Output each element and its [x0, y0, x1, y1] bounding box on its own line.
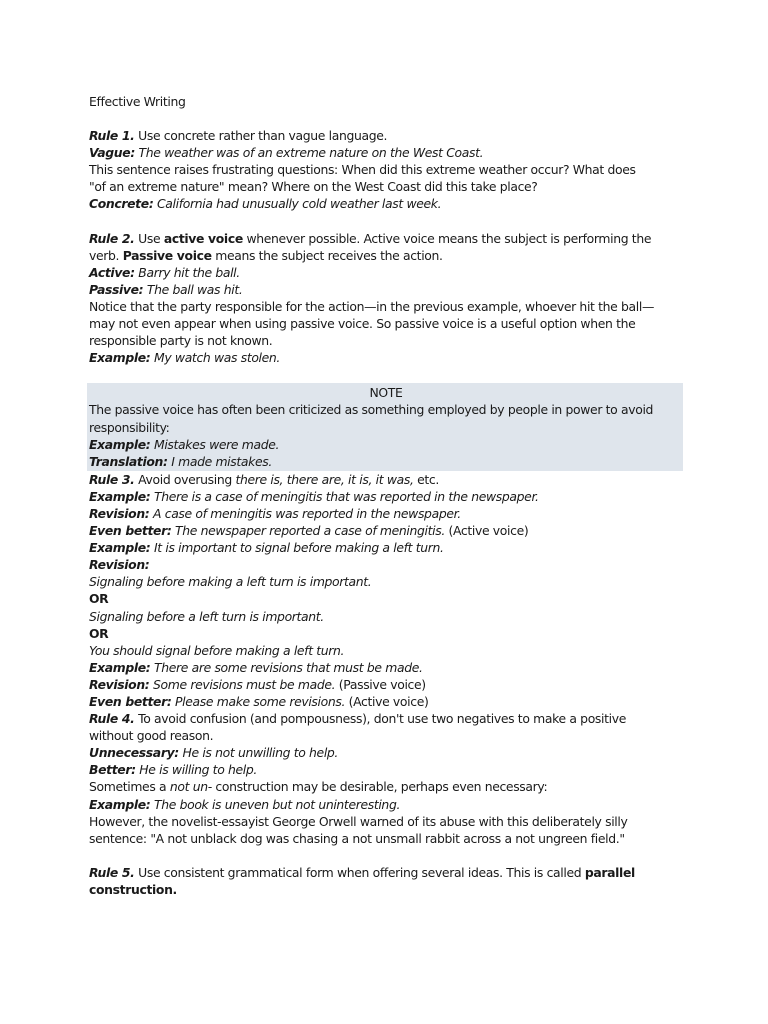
rule-3-label: Rule 3.: [89, 471, 135, 487]
even-better-text: Please make some revisions.: [171, 694, 346, 709]
parallel-term: parallel: [584, 864, 635, 880]
rule-1-para-line-1: This sentence raises frustrating questions: When did this extreme weather occur? What does: [89, 162, 636, 178]
note-line-1: The passive voice has often been criticized as something employed by people in power to avoid: [89, 402, 654, 418]
vague-line: [89, 144, 681, 161]
example-label: Example:: [89, 488, 151, 504]
rule-1-label: Rule 1.: [89, 128, 135, 144]
better-text: He is willing to help.: [135, 762, 257, 778]
note-example-text: Mistakes were made.: [150, 436, 280, 452]
or-text: OR: [89, 625, 109, 641]
not-un-term: not un-: [169, 779, 212, 795]
document-title: Effective Writing: [89, 94, 186, 109]
rule-2-para-line-1: Notice that the party responsible for the action—in the previous example, whoever hit the ball—: [89, 298, 654, 314]
rule-2-text-3: verb.: [89, 247, 123, 263]
rule-5-text: Use consistent grammatical form when offering several ideas. This is called: [134, 864, 585, 880]
even-better-text: The newspaper reported a case of meningitis.: [171, 523, 445, 539]
active-label: Active:: [89, 264, 135, 280]
spacer: [89, 110, 681, 127]
rule-2-text-1: Use: [134, 230, 164, 246]
revision-text: Some revisions must be made.: [149, 676, 336, 692]
note-translation-label: Translation:: [89, 453, 168, 469]
rule-2-text-2: whenever possible. Active voice means the subject is performing the: [242, 230, 652, 246]
rule-3-even-better-1: [89, 522, 681, 539]
spacer: [89, 847, 681, 864]
note-translation-text: I made mistakes.: [167, 453, 272, 469]
example-text: It is important to signal before making a left turn.: [150, 540, 444, 556]
sometimes-text-2: construction may be desirable, perhaps even necessary:: [211, 779, 548, 795]
document-page: [89, 93, 681, 898]
vague-text: The weather was of an extreme nature on the West Coast.: [134, 145, 484, 161]
rule-4-text-1: To avoid confusion (and pompousness), don't use two negatives to make a positive: [134, 711, 626, 727]
example-text: There is a case of meningitis that was reported in the newspaper.: [150, 488, 539, 504]
rule-3-revision-3: [89, 676, 681, 693]
active-line: [89, 264, 681, 281]
rule-3-line: [89, 471, 681, 488]
rule-5-line-2: [89, 881, 681, 898]
rule-2-text-4: means the subject receives the action.: [211, 247, 443, 263]
passive-text: The ball was hit.: [143, 281, 243, 297]
revision-option-1: [89, 573, 681, 590]
rule-3-example-2: [89, 539, 681, 556]
spacer: [89, 213, 681, 230]
rule-2-line-1: [89, 230, 681, 247]
voice-note: (Active voice): [345, 694, 429, 709]
rule-4-line-2: without good reason.: [89, 728, 214, 744]
rule-1-para-line-2: "of an extreme nature" mean? Where on the West Coast did this take place?: [89, 179, 538, 195]
note-example-line: [89, 436, 683, 453]
active-voice-term: active voice: [163, 230, 243, 246]
example-text: The book is uneven but not uninteresting.: [150, 796, 401, 812]
revision-option-text: Signaling before a left turn is important.: [89, 608, 324, 624]
unnecessary-label: Unnecessary:: [89, 745, 179, 761]
active-text: Barry hit the ball.: [134, 264, 240, 280]
rule-4-label: Rule 4.: [89, 711, 135, 727]
orwell-line-1: However, the novelist-essayist George Orwell warned of its abuse with this deliberately silly: [89, 813, 628, 829]
rule-3-even-better-3: [89, 693, 681, 710]
rule-2-line-2: [89, 247, 681, 264]
spacer: [89, 366, 681, 383]
revision-label: Revision:: [89, 505, 150, 521]
revision-text: A case of meningitis was reported in the newspaper.: [149, 505, 461, 521]
better-line: [89, 761, 681, 778]
rule-3-example-3: [89, 659, 681, 676]
example-label: Example:: [89, 659, 151, 675]
revision-label: Revision:: [89, 557, 150, 573]
concrete-label: Concrete:: [89, 196, 154, 212]
passive-line: [89, 281, 681, 298]
rule-3-text-2: there is, there are, it is, it was,: [235, 471, 414, 487]
rule-2-para-line-3: responsible party is not known.: [89, 333, 273, 349]
or-separator-1: [89, 590, 681, 607]
passive-voice-term: Passive voice: [122, 247, 212, 263]
rule-3-revision-2: [89, 556, 681, 573]
sometimes-line: [89, 778, 681, 795]
rule-3-text-3: etc.: [413, 471, 439, 487]
voice-note: (Active voice): [444, 523, 529, 539]
rule-3-example-1: [89, 488, 681, 505]
note-heading: NOTE: [369, 385, 403, 401]
revision-option-text: Signaling before making a left turn is important.: [89, 574, 372, 590]
example-label: Example:: [89, 796, 151, 812]
vague-label: Vague:: [89, 145, 135, 161]
rule-1-line: [89, 127, 681, 144]
revision-option-2: [89, 608, 681, 625]
rule-2-example-line: [89, 349, 681, 366]
orwell-line-2: sentence: "A not unblack dog was chasing a not unsmall rabbit across a not ungreen field.": [89, 830, 625, 846]
even-better-label: Even better:: [89, 694, 172, 709]
voice-note: (Passive voice): [335, 676, 426, 692]
rule-2-para-line-2: may not even appear when using passive voice. So passive voice is a useful option when the: [89, 316, 636, 332]
rule-4-line-1: [89, 710, 681, 727]
concrete-text: California had unusually cold weather last week.: [153, 196, 442, 212]
rule-4-example-line: [89, 796, 681, 813]
construction-term: construction.: [89, 881, 177, 897]
example-label: Example:: [89, 350, 151, 366]
note-box: [87, 383, 683, 470]
rule-5-line-1: [89, 864, 681, 881]
example-text: There are some revisions that must be made.: [150, 659, 423, 675]
or-separator-2: [89, 625, 681, 642]
note-example-label: Example:: [89, 436, 151, 452]
better-label: Better:: [89, 762, 136, 778]
sometimes-text-1: Sometimes a: [89, 779, 170, 795]
or-text: OR: [89, 591, 109, 607]
rule-3-text-1: Avoid overusing: [134, 471, 236, 487]
even-better-label: Even better:: [89, 523, 172, 539]
rule-5-label: Rule 5.: [89, 864, 135, 880]
passive-label: Passive:: [89, 281, 144, 297]
rule-3-revision-1: [89, 505, 681, 522]
revision-label: Revision:: [89, 676, 150, 692]
example-label: Example:: [89, 540, 151, 556]
note-line-2: responsibility:: [89, 419, 170, 435]
note-translation-line: [89, 453, 683, 470]
unnecessary-line: [89, 744, 681, 761]
concrete-line: [89, 195, 681, 212]
revision-option-3: [89, 642, 681, 659]
rule-1-text: Use concrete rather than vague language.: [134, 128, 388, 144]
rule-2-label: Rule 2.: [89, 230, 135, 246]
example-text: My watch was stolen.: [150, 350, 281, 366]
revision-option-text: You should signal before making a left turn.: [89, 642, 345, 658]
unnecessary-text: He is not unwilling to help.: [178, 745, 339, 761]
